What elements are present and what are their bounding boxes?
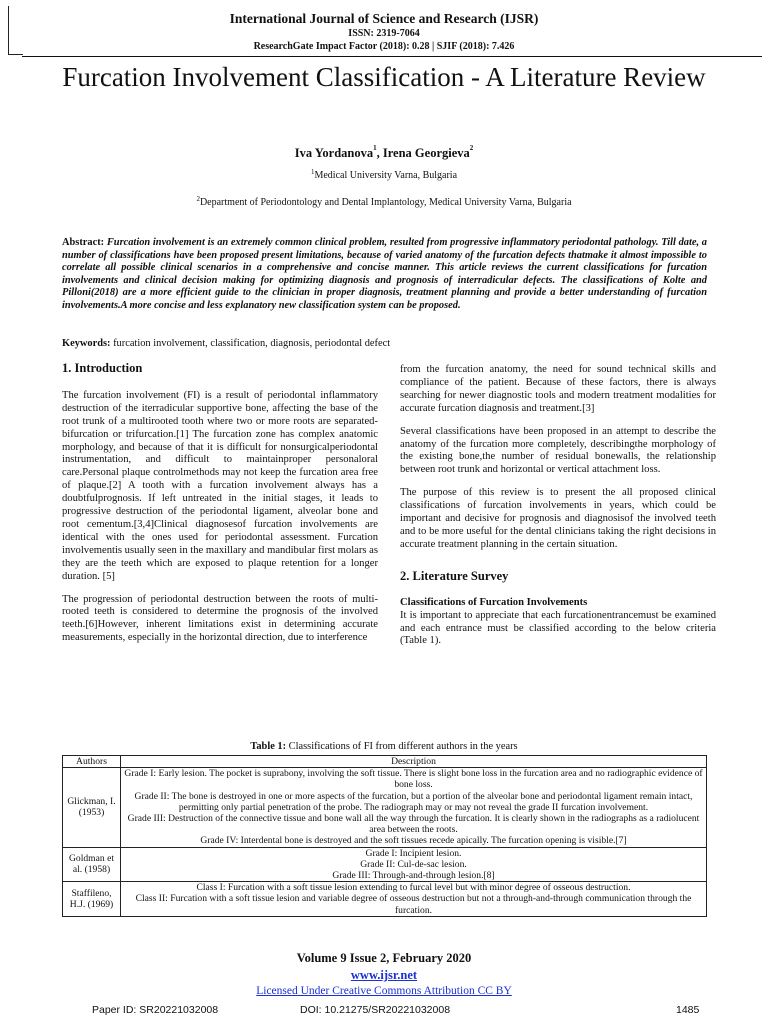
description-line: Class I: Furcation with a soft tissue lesion extending to furcal level but with minor degree of osseous destruction. — [196, 882, 631, 894]
description-line: Grade I: Early lesion. The pocket is suprabony, involving the soft tissue. There is slight bone loss in the furcation area and no radiographic evidence of bone loss. — [124, 768, 703, 791]
abstract — [62, 237, 707, 313]
row-author: Glickman, I. (1953) — [63, 768, 121, 847]
row-description — [121, 882, 707, 917]
author-list — [0, 146, 768, 161]
row-description — [121, 847, 707, 882]
table-caption-text: Classifications of FI from different authors in the years — [286, 741, 518, 752]
author-2-affiliation-mark: 2 — [469, 144, 474, 152]
author-separator: , — [376, 146, 383, 160]
table-caption — [0, 741, 768, 752]
table-row — [63, 768, 707, 847]
license-link[interactable]: Licensed Under Creative Commons Attribution CC BY — [256, 985, 512, 997]
description-line: Grade III: Through-and-through lesion.[8] — [332, 870, 495, 882]
volume-issue: Volume 9 Issue 2, February 2020 — [296, 951, 472, 965]
keywords-label: Keywords: — [62, 338, 111, 349]
row-description — [121, 768, 707, 847]
row-author: Staffileno, H.J. (1969) — [63, 882, 121, 917]
header-divider — [22, 56, 762, 57]
page-number: 1485 — [676, 1004, 700, 1016]
journal-issn: ISSN: 2319-7064 — [348, 28, 420, 39]
intro-paragraph-1: The furcation involvement (FI) is a result of periodontal inflammatory destruction of the iterradicular supportive bone, affecting the base of the root trunk of a multirooted tooth where two or more roots are separated-bifurcation or trifurcation.[1] The furcation zone has complex anatomic morphology, and because of that it is difficult for nonsurgicalperiodontal instrumentation, and difficult to maintainproper personaloral care.Personal plaque controlmethods may not keep the furcation area free of plaque.[2] A tooth with a furcation involvement always has a doubtfulprognosis. If left untreated in the initial stages, it leads to progressive destruction of the periodontal ligament, alveolar bone and root cementum.[3,4]Clinical diagnosesof furcation involvements are identical with the ones used for periodontal assessment. Furcation involvementis usually seen in the maxillary and mandibular first molars as they are the teeth which are exposed to plaque retention for a longer duration. [5] — [62, 389, 378, 582]
affiliation-2-text: Department of Periodontology and Dental Implantology, Medical University Varna, Bulgaria — [199, 197, 572, 208]
abstract-text: Furcation involvement is an extremely common clinical problem, resulted from progressive inflammatory periodontal pathology. Till date, a number of classifications have been proposed present limitations, because of varied anatomy of the furcation defects thatmake it almost impossible to correlate all possible clinical scenarios in a comprehensive and concise manner. This article reviews the current classifications for furcation involvements and clinical decision making for optimizing diagnosis and prognosis of interradicular defects. The classifications of Kolte and Pilloni(2018) are a more efficient guide to the clinician in proper diagnosis, treatment planning and provide a better understanding of furcation involvements.A more concise and less explanatory new classification system can be proposed. — [62, 237, 707, 311]
author-2-name: Irena Georgieva — [382, 146, 470, 160]
classifications-subheading: Classifications of Furcation Involvements — [400, 596, 588, 608]
table-caption-label: Table 1: — [250, 741, 287, 752]
affiliation-2 — [0, 197, 768, 208]
author-1-name: Iva Yordanova — [294, 146, 374, 160]
author-1-affiliation-mark: 1 — [373, 144, 377, 152]
keywords-text: furcation involvement, classification, diagnosis, periodontal defect — [113, 338, 391, 349]
affiliation-2-mark: 2 — [196, 195, 200, 203]
literature-survey-heading: 2. Literature Survey — [400, 568, 509, 583]
intro-paragraph-3: from the furcation anatomy, the need for sound technical skills and compliance of the patient. Because of these factors, there is always searching for newer diagnostic tools and modern treatment modalities for accurate furcation diagnosis and treatment.[3] — [400, 364, 716, 414]
left-column — [62, 362, 378, 655]
affiliation-1-text: Medical University Varna, Bulgaria — [314, 170, 458, 181]
description-line: Grade II: Cul-de-sac lesion. — [360, 858, 467, 870]
affiliation-1 — [0, 170, 768, 181]
paper-id: Paper ID: SR20221032008 — [92, 1004, 219, 1016]
description-line: Class II: Furcation with a soft tissue lesion and variable degree of osseous destruction but not a through-and-through communication through the furcation. — [135, 893, 692, 916]
keywords — [62, 337, 707, 350]
intro-paragraph-5: The purpose of this review is to present the all proposed clinical classifications of furcation involvements in years, which could be important and decisive for prognosis and diagnosisof the involved teeth and to be more useful for the dental clinicians taking the right decisions in accurate treatment planning in the certain situation. — [400, 487, 716, 550]
abstract-label: Abstract: — [62, 237, 105, 248]
table-header-row — [63, 756, 707, 768]
description-line: Grade II: The bone is destroyed in one or more aspects of the furcation, but a portion of the alveolar bone and periodontal ligament remain intact, permitting only partial penetration of the probe. The radiograph may or may not reveal the grade II furcation involvement. — [134, 790, 693, 813]
affiliation-1-mark: 1 — [310, 168, 315, 176]
description-line: Grade III: Destruction of the connective tissue and bone wall all the way through the furcation. It is clearly shown in the radiographs as a radiolucent area between the roots. — [127, 813, 700, 836]
journal-website-link[interactable]: www.ijsr.net — [350, 968, 418, 982]
description-line: Grade IV: Interdental bone is destroyed and the soft tissues recede apically. The furcation opening is visible.[7] — [200, 835, 627, 847]
journal-footer — [0, 951, 768, 999]
survey-paragraph-1: It is important to appreciate that each furcationentrancemust be examined and each entrance must be classified according to the below criteria (Table 1). — [400, 609, 716, 647]
classification-table — [62, 755, 707, 917]
description-line: Grade I: Incipient lesion. — [365, 847, 462, 859]
introduction-heading: 1. Introduction — [62, 361, 143, 375]
intro-paragraph-2: The progression of periodontal destruction between the roots of multi-rooted teeth is considered to determine the prognosis of the involved teeth.[6]However, inherent limitations exist in determining accurate measurements, especially in the horizontal direction, due to interference — [62, 593, 378, 644]
table-row — [63, 882, 707, 917]
journal-name: International Journal of Science and Research (IJSR) — [229, 11, 539, 26]
intro-paragraph-4: Several classifications have been proposed in an attempt to describe the anatomy of the furcation more completely, describingthe morphology of the existing bone,the number of residual bonewalls, the relationship between root trunk and horizontal or vertical attachment loss. — [400, 425, 716, 476]
journal-header — [0, 10, 768, 53]
paper-title: Furcation Involvement Classification - A Literature Review — [62, 62, 706, 92]
table-row — [63, 847, 707, 882]
column-header-description: Description — [121, 756, 707, 768]
column-header-authors: Authors — [63, 756, 121, 768]
journal-impact-factor: ResearchGate Impact Factor (2018): 0.28 | SJIF (2018): 7.426 — [253, 41, 515, 52]
row-author: Goldman et al. (1958) — [63, 847, 121, 882]
doi: DOI: 10.21275/SR20221032008 — [300, 1004, 451, 1016]
right-column — [400, 364, 716, 658]
